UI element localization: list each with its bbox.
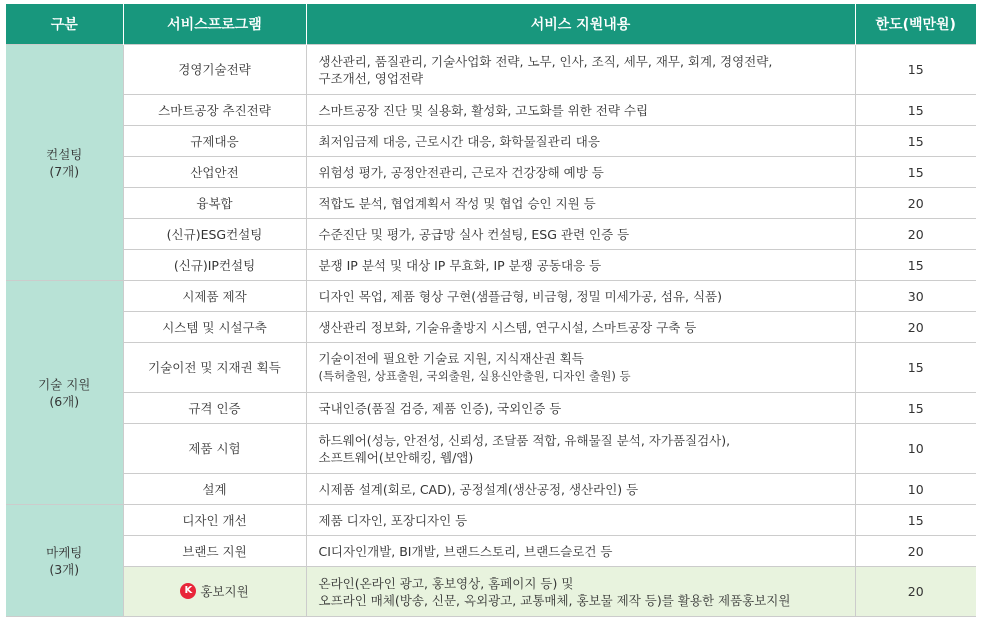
header-content: 서비스 지원내용 [306, 4, 855, 45]
program-content: CI디자인개발, BI개발, 브랜드스토리, 브랜드슬로건 등 [306, 536, 855, 567]
program-name: (신규)ESG컨설팅 [123, 219, 306, 250]
program-content: 위험성 평가, 공정안전관리, 근로자 건강장해 예방 등 [306, 157, 855, 188]
program-content: 기술이전에 필요한 기술료 지원, 지식재산권 획득 (특허출원, 상표출원, 국외출원, 실용신안출원, 디자인 출원) 등 [306, 343, 855, 393]
program-name: 산업안전 [123, 157, 306, 188]
header-group: 구분 [6, 4, 123, 45]
table-row [6, 188, 976, 219]
program-limit: 15 [855, 505, 976, 536]
program-limit: 10 [855, 424, 976, 474]
program-content: 디자인 목업, 제품 형상 구현(샘플금형, 비금형, 정밀 미세가공, 섬유, 식품) [306, 281, 855, 312]
program-content: 수준진단 및 평가, 공급망 실사 컨설팅, ESG 관련 인증 등 [306, 219, 855, 250]
program-content: 생산관리, 품질관리, 기술사업화 전략, 노무, 인사, 조직, 세무, 재무, 회계, 경영전략, 구조개선, 영업전략 [306, 45, 855, 95]
program-content: 온라인(온라인 광고, 홍보영상, 홈페이지 등) 및 오프라인 매체(방송, 신문, 옥외광고, 교통매체, 홍보물 제작 등)를 활용한 제품홍보지원 [306, 567, 855, 617]
program-name: 시제품 제작 [123, 281, 306, 312]
program-content: 적합도 분석, 협업계획서 작성 및 협업 승인 지원 등 [306, 188, 855, 219]
program-content: 분쟁 IP 분석 및 대상 IP 무효화, IP 분쟁 공동대응 등 [306, 250, 855, 281]
table-row [6, 45, 976, 95]
group-count: (6개) [49, 393, 80, 409]
program-limit: 15 [855, 393, 976, 424]
program-limit: 20 [855, 567, 976, 617]
table-row [6, 424, 976, 474]
table-row [6, 281, 976, 312]
table-row [6, 312, 976, 343]
program-content: 제품 디자인, 포장디자인 등 [306, 505, 855, 536]
program-name: 경영기술전략 [123, 45, 306, 95]
program-name: 브랜드 지원 [123, 536, 306, 567]
program-limit: 15 [855, 250, 976, 281]
table-row [6, 393, 976, 424]
program-name: 기술이전 및 지재권 획득 [123, 343, 306, 393]
program-limit: 15 [855, 343, 976, 393]
program-name: 시스템 및 시설구축 [123, 312, 306, 343]
program-limit: 30 [855, 281, 976, 312]
program-name: 규격 인증 [123, 393, 306, 424]
table-row [6, 157, 976, 188]
program-name: 규제대응 [123, 126, 306, 157]
program-name: 설계 [123, 474, 306, 505]
group-count: (7개) [49, 163, 80, 179]
group-name: 기술 지원 [38, 376, 91, 392]
program-content: 국내인증(품질 검증, 제품 인증), 국외인증 등 [306, 393, 855, 424]
program-content: 하드웨어(성능, 안전성, 신뢰성, 조달품 적합, 유해물질 분석, 자가품질검사), 소프트웨어(보안해킹, 웹/앱) [306, 424, 855, 474]
program-limit: 20 [855, 536, 976, 567]
table-row [6, 219, 976, 250]
group-cell-consulting [6, 45, 123, 281]
program-limit: 15 [855, 126, 976, 157]
program-name: K 홍보지원 [123, 567, 306, 617]
group-cell-tech-support [6, 281, 123, 505]
table-row [6, 95, 976, 126]
program-content: 최저임금제 대응, 근로시간 대응, 화학물질관리 대응 [306, 126, 855, 157]
table-row [6, 250, 976, 281]
table-row [6, 474, 976, 505]
header-limit: 한도(백만원) [855, 4, 976, 45]
k-badge-icon: K [180, 583, 196, 599]
program-limit: 20 [855, 312, 976, 343]
program-name: 융복합 [123, 188, 306, 219]
group-name: 컨설팅 [46, 146, 83, 162]
table-row [6, 536, 976, 567]
program-limit: 20 [855, 188, 976, 219]
group-cell-marketing [6, 505, 123, 617]
header-row [6, 4, 976, 45]
table-row-highlighted [6, 567, 976, 617]
program-content: 생산관리 정보화, 기술유출방지 시스템, 연구시설, 스마트공장 구축 등 [306, 312, 855, 343]
program-limit: 15 [855, 95, 976, 126]
group-name: 마케팅 [46, 544, 83, 560]
program-limit: 15 [855, 157, 976, 188]
program-limit: 20 [855, 219, 976, 250]
program-name: (신규)IP컨설팅 [123, 250, 306, 281]
table-row [6, 126, 976, 157]
program-content: 스마트공장 진단 및 실용화, 활성화, 고도화를 위한 전략 수립 [306, 95, 855, 126]
program-content: 시제품 설계(회로, CAD), 공정설계(생산공정, 생산라인) 등 [306, 474, 855, 505]
group-count: (3개) [49, 561, 80, 577]
program-limit: 15 [855, 45, 976, 95]
header-program: 서비스프로그램 [123, 4, 306, 45]
program-name: 스마트공장 추진전략 [123, 95, 306, 126]
program-name: 디자인 개선 [123, 505, 306, 536]
table-row [6, 505, 976, 536]
table-row [6, 343, 976, 393]
program-name: 제품 시험 [123, 424, 306, 474]
program-limit: 10 [855, 474, 976, 505]
service-table [6, 4, 976, 617]
